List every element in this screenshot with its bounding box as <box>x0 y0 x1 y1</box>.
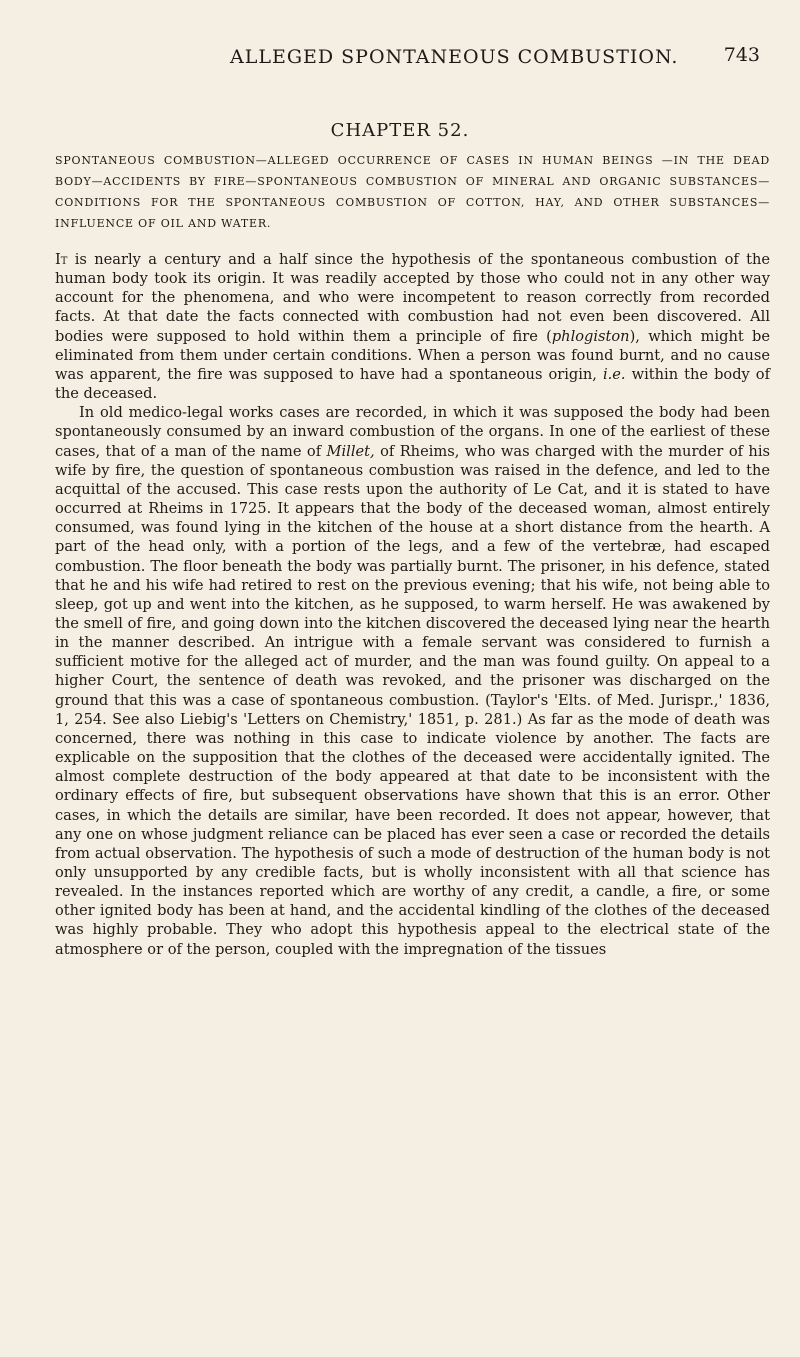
paragraph-1-lead: It <box>55 251 68 268</box>
body-text <box>55 250 770 959</box>
running-head: ALLEGED SPONTANEOUS COMBUSTION. <box>230 46 679 68</box>
page-number: 743 <box>723 44 760 66</box>
paragraph-1-italic-term: phlogiston <box>551 327 630 345</box>
paragraph-2-text-b: of Rheims, who was charged with the murder of his wife by fire, the question of spontaneous combustion was raised in the defence, and led to the acquittal of the accused. This case rests upon the authority of Le Cat, and it is stated to have occurred at Rheims in 1725. It appears that the body of the deceased woman, almost entirely consumed, was found lying in the kitchen of the house at a short distance from the hearth. A part of the head only, with a portion of the legs, and a few of the vertebræ, had escaped combustion. The floor beneath the body was partially burnt. The prisoner, in his defence, stated that he and his wife had retired to rest on the previous evening; that his wife, not being able to sleep, got up and went into the kitchen, as he supposed, to warm herself. He was awakened by the smell of fire, and going down into the kitchen discovered the deceased lying near the hearth in the manner described. An intrigue with a female servant was considered to furnish a sufficient motive for the alleged act of murder, and the man was found guilty. On appeal to a higher Court, the sentence of death was revoked, and the prisoner was discharged on the ground that this was a case of spontaneous combustion. (Taylor's 'Elts. of Med. Jurispr.,' 1836, 1, 254. See also Liebig's 'Letters on Chemistry,' 1851, p. 281.) As far as the mode of death was concerned, there was nothing in this case to indicate violence by another. The facts are explicable on the supposition that the clothes of the deceased were accidentally ignited. The almost complete destruction of the body appeared at that date to be inconsistent with the ordinary effects of fire, but subsequent observations have shown that this is an error. Other cases, in which the details are similar, have been recorded. It does not appear, however, that any one on whose judgment reliance can be placed has ever seen a case or recorded the details from actual observation. The hypothesis of such a mode of destruction of the human body is not only unsupported by any credible facts, but is wholly inconsistent with all that science has revealed. In the instances reported which are worthy of any credit, a candle, a fire, or some other ignited body has been at hand, and the accidental kindling of the clothes of the deceased was highly probable. They who adopt this hypothesis appeal to the electrical state of the atmosphere or of the person, coupled with the impregnation of the tissues <box>55 442 770 958</box>
chapter-summary: SPONTANEOUS COMBUSTION—ALLEGED OCCURRENCE OF CASES IN HUMAN BEINGS —IN THE DEAD BODY—ACCIDENTS BY FIRE—SPONTANEOUS COMBUSTION OF MINERAL AND ORGANIC SUBSTANCES—CONDITIONS FOR THE SPONTANEOUS COMBUSTION OF COTTON, HAY, AND OTHER SUBSTANCES—INFLUENCE OF OIL AND WATER. <box>55 154 770 230</box>
paragraph-1 <box>55 250 770 403</box>
paragraph-2 <box>55 403 770 959</box>
paragraph-1-text-a: is nearly a century and a half since the hypothesis of the spontaneous combustion of the human body took its origin. It was readily accepted by those who could not in any other way account for the phenomena, and who were incompetent to reason correctly from recorded facts. At that date the facts connected with combustion had not even been discovered. All bodies were supposed to hold within them a principle of fire ( <box>55 251 770 345</box>
paragraph-2-text-a: In old medico-legal works cases are recorded, in which it was supposed the body had been spontaneously consumed by an inward combustion of the organs. In one of the earliest of these cases, that of a man of the name of <box>55 404 770 460</box>
paragraph-1-ie: i.e. <box>602 365 626 383</box>
paragraph-1-text-b: ), which might be eliminated from them under certain conditions. When a person was found burnt, and no cause was apparent, the fire was supposed to have had a spontaneous origin, <box>55 327 770 383</box>
paragraph-2-name-millet: Millet, <box>326 442 375 460</box>
paragraph-1-text-c: within the body of the deceased. <box>55 365 770 403</box>
chapter-title: CHAPTER 52. <box>330 120 470 141</box>
